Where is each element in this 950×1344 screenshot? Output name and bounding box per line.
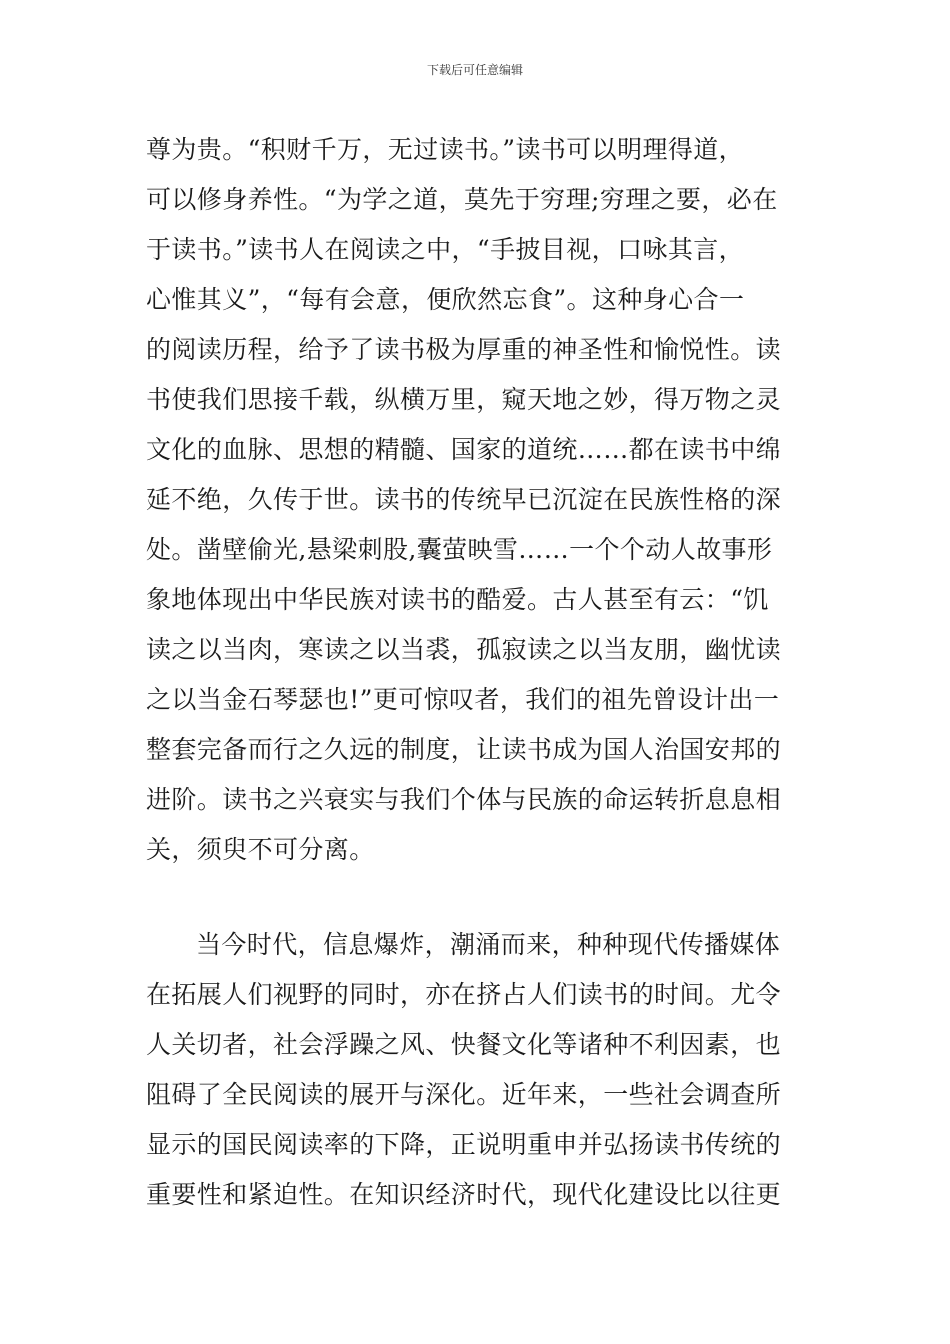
text-line: 于读书。”读书人在阅读之中，“手披目视，口咏其言，	[146, 235, 745, 264]
text-line: 关，须臾不可分离。	[146, 835, 375, 864]
text-line: 象地体现出中华民族对读书的酷爱。古人甚至有云：“饥	[146, 585, 769, 614]
text-line: 可以修身养性。“为学之道，莫先于穷理;穷理之要，必在	[146, 185, 778, 214]
page-header-note: 下载后可任意编辑	[426, 63, 523, 77]
text-line: 在拓展人们视野的同时，亦在挤占人们读书的时间。尤令	[146, 980, 782, 1009]
text-line: 人关切者，社会浮躁之风、快餐文化等诸种不利因素，也	[146, 1030, 782, 1059]
text-line: 延不绝，久传于世。读书的传统早已沉淀在民族性格的深	[146, 485, 782, 514]
text-line: 处。凿壁偷光,悬梁刺股,囊萤映雪……一个个动人故事形	[146, 535, 773, 564]
text-line: 的阅读历程，给予了读书极为厚重的神圣性和愉悦性。读	[146, 335, 782, 364]
text-line-indented: 当今时代，信息爆炸，潮涌而来，种种现代传播媒体	[196, 930, 781, 959]
paragraph-1	[146, 125, 806, 875]
paragraph-2	[146, 920, 806, 1220]
text-line: 心惟其义”，“每有会意，便欣然忘食”。这种身心合一	[146, 285, 745, 314]
text-line: 文化的血脉、思想的精髓、国家的道统……都在读书中绵	[146, 435, 782, 464]
text-line: 整套完备而行之久远的制度，让读书成为国人治国安邦的	[146, 735, 782, 764]
text-line: 重要性和紧迫性。在知识经济时代，现代化建设比以往更	[146, 1180, 782, 1209]
text-line: 尊为贵。“积财千万，无过读书。”读书可以明理得道，	[146, 135, 745, 164]
text-line: 阻碍了全民阅读的展开与深化。近年来，一些社会调查所	[146, 1080, 782, 1109]
text-line: 之以当金石琴瑟也!”更可惊叹者，我们的祖先曾设计出一	[146, 685, 780, 714]
text-line: 书使我们思接千载，纵横万里，窥天地之妙，得万物之灵	[146, 385, 782, 414]
text-line: 进阶。读书之兴衰实与我们个体与民族的命运转折息息相	[146, 785, 782, 814]
text-line: 读之以当肉，寒读之以当裘，孤寂读之以当友朋，幽忧读	[146, 635, 782, 664]
text-line: 显示的国民阅读率的下降，正说明重申并弘扬读书传统的	[146, 1130, 782, 1159]
